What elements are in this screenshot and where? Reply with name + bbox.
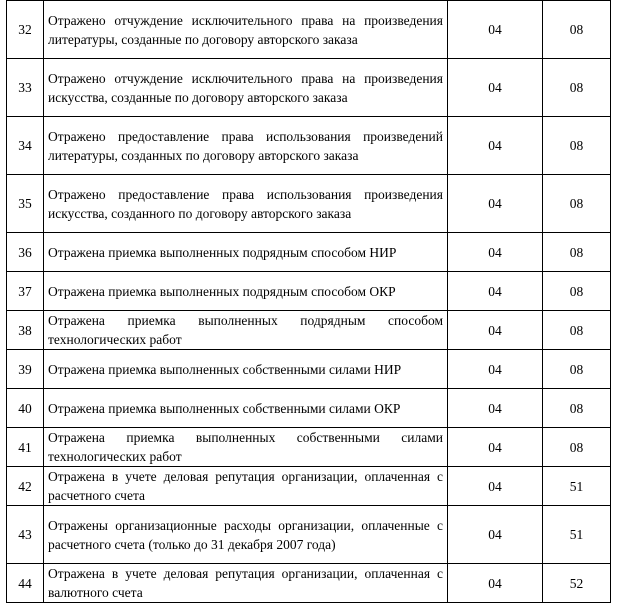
row-number: 34	[7, 117, 44, 175]
debit-account: 04	[448, 272, 543, 311]
row-description: Отражено отчуждение исключительного права на произведения искусства, созданные по договору авторского заказа	[44, 59, 448, 117]
credit-account: 08	[543, 117, 611, 175]
row-description: Отражена приемка выполненных собственными силами технологических работ	[44, 428, 448, 467]
row-number: 32	[7, 1, 44, 59]
credit-account: 51	[543, 467, 611, 506]
row-description: Отражена приемка выполненных подрядным способом ОКР	[44, 272, 448, 311]
table-row	[7, 428, 611, 467]
table-row	[7, 272, 611, 311]
table-row	[7, 467, 611, 506]
row-number: 36	[7, 233, 44, 272]
row-description: Отражена в учете деловая репутация организации, оплаченная с валютного счета	[44, 564, 448, 603]
row-number: 35	[7, 175, 44, 233]
row-number: 42	[7, 467, 44, 506]
row-description: Отражена приемка выполненных подрядным способом НИР	[44, 233, 448, 272]
credit-account: 52	[543, 564, 611, 603]
credit-account: 08	[543, 350, 611, 389]
credit-account: 08	[543, 272, 611, 311]
table-row	[7, 350, 611, 389]
table-row	[7, 389, 611, 428]
row-description: Отражена приемка выполненных собственными силами НИР	[44, 350, 448, 389]
debit-account: 04	[448, 467, 543, 506]
row-number: 33	[7, 59, 44, 117]
debit-account: 04	[448, 564, 543, 603]
credit-account: 08	[543, 428, 611, 467]
credit-account: 08	[543, 175, 611, 233]
row-number: 43	[7, 506, 44, 564]
credit-account: 08	[543, 233, 611, 272]
debit-account: 04	[448, 506, 543, 564]
credit-account: 08	[543, 1, 611, 59]
table-row	[7, 59, 611, 117]
row-number: 44	[7, 564, 44, 603]
debit-account: 04	[448, 428, 543, 467]
debit-account: 04	[448, 350, 543, 389]
row-number: 39	[7, 350, 44, 389]
row-number: 41	[7, 428, 44, 467]
entries-table	[6, 0, 611, 603]
row-description: Отражено отчуждение исключительного права на произведения литературы, созданные по договору авторского заказа	[44, 1, 448, 59]
debit-account: 04	[448, 233, 543, 272]
row-description: Отражены организационные расходы организации, оплаченные с расчетного счета (только до 31 декабря 2007 года)	[44, 506, 448, 564]
debit-account: 04	[448, 1, 543, 59]
row-description: Отражено предоставление права использования произведения искусства, созданного по договору авторского заказа	[44, 175, 448, 233]
row-number: 40	[7, 389, 44, 428]
table-row	[7, 311, 611, 350]
credit-account: 08	[543, 59, 611, 117]
row-description: Отражена в учете деловая репутация организации, оплаченная с расчетного счета	[44, 467, 448, 506]
row-description: Отражено предоставление права использования произведений литературы, созданных по договору авторского заказа	[44, 117, 448, 175]
debit-account: 04	[448, 175, 543, 233]
table-row	[7, 1, 611, 59]
table-row	[7, 506, 611, 564]
debit-account: 04	[448, 59, 543, 117]
row-description: Отражена приемка выполненных подрядным способом технологических работ	[44, 311, 448, 350]
row-description: Отражена приемка выполненных собственными силами ОКР	[44, 389, 448, 428]
debit-account: 04	[448, 389, 543, 428]
credit-account: 08	[543, 389, 611, 428]
row-number: 37	[7, 272, 44, 311]
row-number: 38	[7, 311, 44, 350]
table-row	[7, 117, 611, 175]
table-row	[7, 233, 611, 272]
table-row	[7, 175, 611, 233]
credit-account: 08	[543, 311, 611, 350]
debit-account: 04	[448, 117, 543, 175]
credit-account: 51	[543, 506, 611, 564]
debit-account: 04	[448, 311, 543, 350]
table-row	[7, 564, 611, 603]
